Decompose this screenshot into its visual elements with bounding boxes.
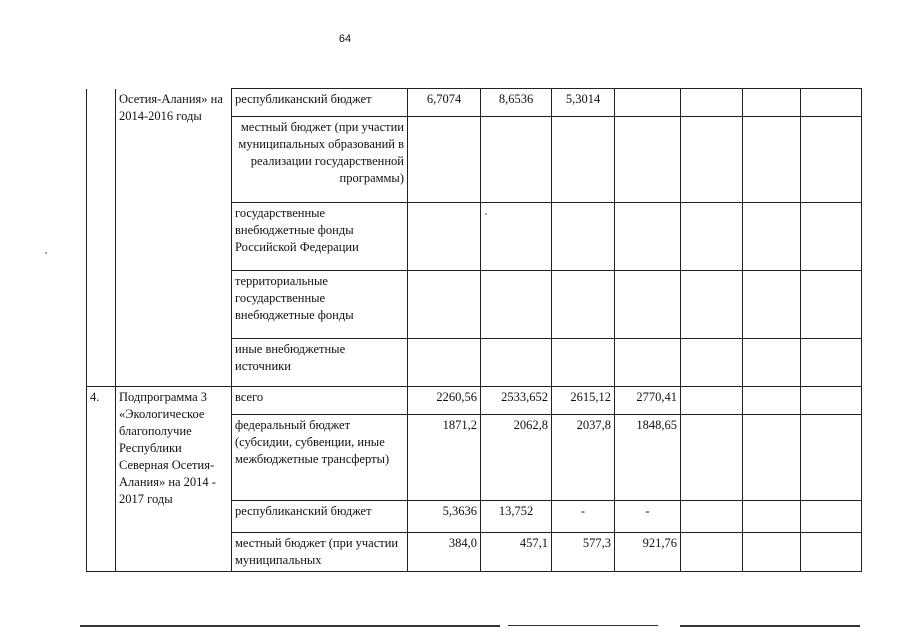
- value-cell: 457,1: [481, 533, 552, 572]
- program-name-cell: Осетия-Алания» на 2014-2016 годы: [116, 89, 232, 387]
- value-cell: [681, 387, 743, 415]
- value-cell: [408, 117, 481, 203]
- value-cell: [481, 117, 552, 203]
- value-cell: 921,76: [615, 533, 681, 572]
- value-cell: [801, 533, 862, 572]
- value-cell: [481, 339, 552, 387]
- value-cell: [408, 203, 481, 271]
- row-number-cell: 4.: [87, 387, 116, 572]
- value-cell: [801, 415, 862, 501]
- value-cell: [743, 339, 801, 387]
- value-cell: [615, 271, 681, 339]
- budget-table: [86, 88, 862, 572]
- scan-speck: [45, 252, 47, 254]
- value-cell: 577,3: [552, 533, 615, 572]
- value-cell: [743, 501, 801, 533]
- value-cell: [801, 89, 862, 117]
- value-cell: [552, 117, 615, 203]
- value-cell: [743, 415, 801, 501]
- table-row: [87, 89, 862, 117]
- value-cell: [408, 339, 481, 387]
- value-cell: [615, 339, 681, 387]
- value-cell: 2615,12: [552, 387, 615, 415]
- value-cell: 1871,2: [408, 415, 481, 501]
- value-cell: 384,0: [408, 533, 481, 572]
- value-cell: 8,6536: [481, 89, 552, 117]
- funding-source-cell: всего: [232, 387, 408, 415]
- value-cell: [743, 387, 801, 415]
- funding-source-cell: республиканский бюджет: [232, 89, 408, 117]
- value-cell: 2062,8: [481, 415, 552, 501]
- value-cell: [552, 203, 615, 271]
- funding-source-cell: местный бюджет (при участии муниципальных образований в реализации государственной программы): [232, 117, 408, 203]
- funding-source-cell: территориальные государственные внебюджетные фонды: [232, 271, 408, 339]
- value-cell: [743, 117, 801, 203]
- value-cell: [552, 271, 615, 339]
- value-cell: [681, 89, 743, 117]
- value-cell: [801, 339, 862, 387]
- row-number-cell: [87, 89, 116, 387]
- value-cell: 6,7074: [408, 89, 481, 117]
- funding-source-cell: иные внебюджетные источники: [232, 339, 408, 387]
- value-cell: 13,752: [481, 501, 552, 533]
- value-cell: [681, 203, 743, 271]
- value-cell: 2770,41: [615, 387, 681, 415]
- value-cell: [552, 339, 615, 387]
- value-cell: [681, 339, 743, 387]
- scan-speck: [485, 213, 487, 215]
- value-cell: [743, 271, 801, 339]
- funding-source-cell: федеральный бюджет (субсидии, субвенции, иные межбюджетные трансферты): [232, 415, 408, 501]
- value-cell: [615, 117, 681, 203]
- value-cell: [801, 117, 862, 203]
- value-cell: [801, 387, 862, 415]
- value-cell: 2533,652: [481, 387, 552, 415]
- value-cell: [801, 501, 862, 533]
- scan-edge-line: [80, 625, 500, 627]
- program-name-cell: Подпрограмма 3 «Экологическое благополучие Республики Северная Осетия- Алания» на 2014 - 2017 годы: [116, 387, 232, 572]
- value-cell: [481, 271, 552, 339]
- value-cell: [481, 203, 552, 271]
- value-cell: [681, 501, 743, 533]
- value-cell: [681, 533, 743, 572]
- value-cell: [801, 271, 862, 339]
- value-cell: 1848,65: [615, 415, 681, 501]
- funding-source-cell: республиканский бюджет: [232, 501, 408, 533]
- value-cell: -: [615, 501, 681, 533]
- value-cell: [615, 89, 681, 117]
- value-cell: -: [552, 501, 615, 533]
- value-cell: [801, 203, 862, 271]
- value-cell: [681, 415, 743, 501]
- value-cell: [681, 271, 743, 339]
- value-cell: [743, 89, 801, 117]
- value-cell: [743, 203, 801, 271]
- value-cell: [743, 533, 801, 572]
- funding-source-cell: местный бюджет (при участии муниципальных: [232, 533, 408, 572]
- value-cell: [681, 117, 743, 203]
- value-cell: 5,3014: [552, 89, 615, 117]
- value-cell: 2037,8: [552, 415, 615, 501]
- value-cell: 2260,56: [408, 387, 481, 415]
- value-cell: 5,3636: [408, 501, 481, 533]
- value-cell: [408, 271, 481, 339]
- funding-source-cell: государственные внебюджетные фонды Российской Федерации: [232, 203, 408, 271]
- table-row: [87, 387, 862, 415]
- scan-edge-line: [680, 625, 860, 627]
- value-cell: [615, 203, 681, 271]
- page-number: 64: [338, 33, 352, 45]
- scan-edge-line: [508, 625, 658, 626]
